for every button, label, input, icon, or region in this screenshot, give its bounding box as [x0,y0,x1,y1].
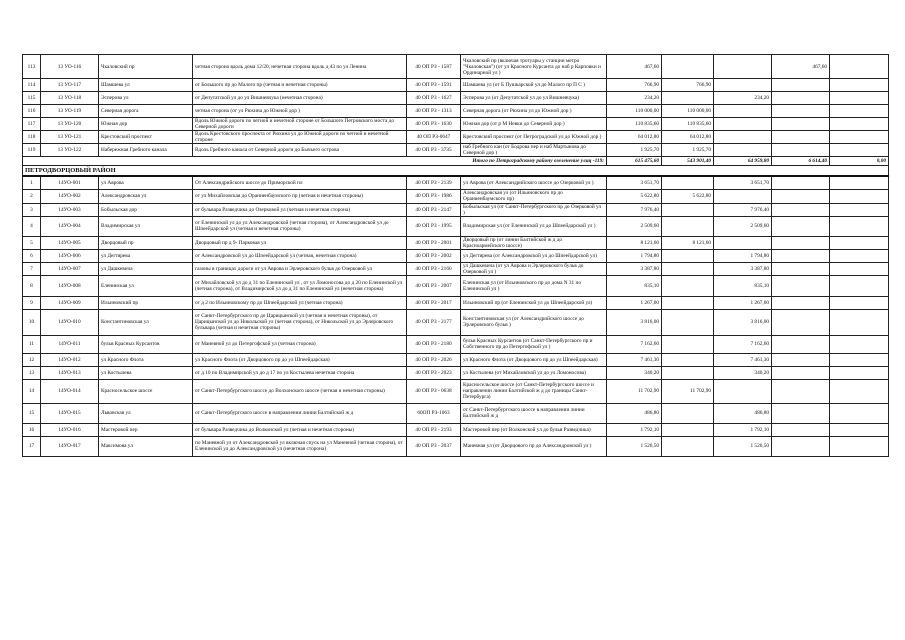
row-code: 14УО-010 [41,309,99,335]
row-description: Вдоль Южной дороги по четной и нечетной стороне от Большого Петровского моста до Северной дороги [193,118,407,131]
row-number: 4 [23,216,41,236]
row-area-2: 1 267,00 [714,296,772,309]
row-route: ул Дегтярева (от Александровской ул до Шпеейдарской ул) [461,249,607,262]
row-name: ул Костылева [99,366,193,379]
row-route: Константиновская ул (от Александрийского шоссе до Эрлеровского бульв ) [461,309,607,335]
row-area-4 [830,131,889,144]
row-area-4 [830,309,889,335]
row-code: 13 УО-119 [41,105,99,118]
row-route: Мастеровой пер (от Волконской ул до бульв Разведчика) [461,423,607,436]
row-description: от Маневной ул до Петергофской ул (четная сторона) [193,335,407,353]
row-name: ул Аврова [99,176,193,189]
row-road-id: 40 ОП РЗ - 1630 [407,118,461,131]
row-description: от Депутатской ул до ул Вишневчука (нечетная сторона) [193,92,407,105]
row-route: Эсперова ул (от Депутатской ул до ул Вишневчука) [461,92,607,105]
row-road-id: 40 ОП РЗ - 2007 [407,275,461,296]
row-number: 116 [23,105,41,118]
row-total-area: 11 702,90 [607,379,662,403]
row-area-3 [772,436,830,456]
row-area-3 [772,275,830,296]
row-total-area: 486,80 [607,403,662,423]
row-number: 15 [23,403,41,423]
row-number: 1 [23,176,41,189]
row-area-1 [662,249,714,262]
row-total-area: 1 925,70 [607,144,662,157]
row-route: Ильиновский пр (от Еленинской ул до Шпеейдарской ул) [461,296,607,309]
row-road-id: 40 ОП РЗ - 3735 [407,144,461,157]
row-total-area: 3 651,70 [607,176,662,189]
row-name: Набережная Гребного канала [99,144,193,157]
row-total-area: 234,20 [607,92,662,105]
table-row [23,262,889,275]
row-description: газоны в границах дороги от ул Аврова и Эрлеровского бульв до Озерковой ул [193,262,407,275]
row-route: Крестовский проспект (от Петроградской ул до Южной дор ) [461,131,607,144]
row-code: 14УО-001 [41,176,99,189]
row-area-2 [714,236,772,249]
row-road-id: 40 ОП РЗ - 0638 [407,379,461,403]
row-road-id: 40 ОП РЗ - 2026 [407,353,461,366]
row-area-1: 110 835,60 [662,118,714,131]
row-area-4 [830,436,889,456]
row-code: 14УО-002 [41,189,99,203]
row-area-4 [830,79,889,92]
row-area-1 [662,296,714,309]
row-name: Еленинская ул [99,275,193,296]
row-area-3 [772,79,830,92]
row-name: Эсперова ул [99,92,193,105]
row-road-id: 40 ОП РЗ - 2023 [407,366,461,379]
row-number: 2 [23,189,41,203]
row-route: бульв Красных Курсантов (от Санкт-Петербургского пр и Собственного пр до Петергофской ул ) [461,335,607,353]
row-route: Бобыльская ул (от Санкт-Петербургского пр до Озерковой ул ) [461,203,607,216]
row-name: Максимова ул [99,436,193,456]
row-area-2: 7 976,40 [714,203,772,216]
row-area-2: 3 387,80 [714,262,772,275]
row-road-id: 40 ОП РЗ - 1591 [407,79,461,92]
table-row [23,309,889,335]
row-area-1: 1 925,70 [662,144,714,157]
row-area-2 [714,105,772,118]
row-number: 16 [23,423,41,436]
totals-v3: 64 959,80 [714,157,772,166]
row-area-4 [830,249,889,262]
row-code: 13 УО-118 [41,92,99,105]
row-area-3 [772,309,830,335]
row-number: 17 [23,436,41,456]
section-row [23,166,889,177]
table-row [23,353,889,366]
row-area-4 [830,423,889,436]
table-row [23,379,889,403]
row-total-area: 340,20 [607,366,662,379]
row-name: Красносельское шоссе [99,379,193,403]
row-route: Александровская ул (от Ильиновского пр до Ораниенбаумского пр) [461,189,607,203]
row-road-id: 40 ОП РЗ - 2017 [407,296,461,309]
row-area-1: 64 012,80 [662,131,714,144]
row-description: от Большого пр до Малого пр (четная и нечетная стороны) [193,79,407,92]
row-name: Бобыльская дор [99,203,193,216]
row-number: 8 [23,275,41,296]
row-area-4 [830,379,889,403]
row-area-2: 2 509,60 [714,216,772,236]
row-area-2: 835,10 [714,275,772,296]
row-total-area: 766,90 [607,79,662,92]
row-area-4 [830,403,889,423]
table-row [23,144,889,157]
row-area-4 [830,118,889,131]
row-total-area: 3 387,80 [607,262,662,275]
row-description: ул Красного Флота (от Дворцового пр до ул Шпеейдарская) [193,353,407,366]
table-row [23,436,889,456]
row-description: От Александрийского шоссе до Приморской пл [193,176,407,189]
row-total-area: 7 461,30 [607,353,662,366]
row-area-4 [830,55,889,79]
register-table [22,54,889,457]
row-area-2: 3 651,70 [714,176,772,189]
row-area-1 [662,366,714,379]
row-area-4 [830,144,889,157]
row-area-3 [772,296,830,309]
row-code: 14УО-014 [41,379,99,403]
row-total-area: 467,60 [607,55,662,79]
row-description: Вдоль Гребного канала от Северной дороги до Бычьего острова [193,144,407,157]
table-row [23,92,889,105]
table-row [23,55,889,79]
row-area-4 [830,216,889,236]
row-code: 14УО-012 [41,353,99,366]
row-code: 13 УО-121 [41,131,99,144]
table-row [23,236,889,249]
row-area-3 [772,118,830,131]
row-route: Южная дор (от р М Невки до Северной дор ) [461,118,607,131]
row-area-4 [830,262,889,275]
row-name: Владимирская ул [99,216,193,236]
row-route: ул Костылева (от Михайловской ул до ул Ломоносова) [461,366,607,379]
row-code: 13 УО-122 [41,144,99,157]
row-road-id: 40 ОП РЗ - 2177 [407,309,461,335]
row-code: 13 УО-117 [41,79,99,92]
row-number: 12 [23,353,41,366]
row-code: 14УО-009 [41,296,99,309]
row-area-1 [662,309,714,335]
row-area-4 [830,92,889,105]
row-total-area: 1 267,00 [607,296,662,309]
row-area-4 [830,296,889,309]
row-route: Шамшева ул (от Б Пушкарской ул до Малого пр П С ) [461,79,607,92]
row-name: бульв Красных Курсантов [99,335,193,353]
row-area-2 [714,379,772,403]
row-area-3 [772,176,830,189]
row-area-4 [830,176,889,189]
row-code: 14УО-017 [41,436,99,456]
row-area-4 [830,366,889,379]
row-code: 14УО-016 [41,423,99,436]
row-road-id: 60ОП РЗ-1063 [407,403,461,423]
table-row [23,249,889,262]
row-code: 14УО-005 [41,236,99,249]
row-area-2 [714,55,772,79]
table-row [23,275,889,296]
row-area-2: 7 461,30 [714,353,772,366]
table-row [23,335,889,353]
row-route: ул Аврова (от Александрийского шоссе до Озерковой ул ) [461,176,607,189]
row-total-area: 110 000,00 [607,105,662,118]
row-area-4 [830,335,889,353]
row-number: 11 [23,335,41,353]
totals-v5: 0,00 [830,157,889,166]
row-area-3 [772,105,830,118]
row-route: наб Гребного кан (от Бодрова пер и наб Мартынова до Северной дор ) [461,144,607,157]
row-area-4 [830,353,889,366]
row-code: 14УО-004 [41,216,99,236]
row-code: 14УО-015 [41,403,99,423]
row-total-area: 110 835,60 [607,118,662,131]
row-total-area: 5 622,80 [607,189,662,203]
totals-label: Итого по Петроградскому району озеленение улиц -119: [23,157,607,166]
row-description: от Санкт-Петербургского пр до Царицынской ул (четная и нечетная стороны), от Царицынской ул до Никольской ул (четная сторона), от Никольской ул до Эрлеровского бульвара (четная и нечетная стороны) [193,309,407,335]
register-sheet [22,54,888,457]
row-total-area: 7 976,40 [607,203,662,216]
row-name: Львовская ул [99,403,193,423]
row-area-2: 486,80 [714,403,772,423]
table-row [23,403,889,423]
row-area-2: 3 816,00 [714,309,772,335]
row-description: от Михайловской ул до д 31 по Еленинской ул , от ул Ломоносова до д 20 по Еленинской ул (четная сторона), от Владимирской ул до д 31 по Еленинской ул (нечетная сторона) [193,275,407,296]
row-road-id: 40 ОП РЗ - 1313 [407,105,461,118]
totals-row [23,157,889,166]
row-route: Маневная ул (от Дворцового пр до Александровской ул ) [461,436,607,456]
row-area-2 [714,79,772,92]
row-area-3 [772,92,830,105]
row-total-area: 8 121,60 [607,236,662,249]
row-area-1: 5 622,80 [662,189,714,203]
row-name: Дворцовый пр [99,236,193,249]
row-description: от Санкт-Петербургского шоссе в направлении линии Балтийской ж д [193,403,407,423]
row-area-2 [714,189,772,203]
row-area-3 [772,335,830,353]
row-number: 117 [23,118,41,131]
row-area-2: 340,20 [714,366,772,379]
row-road-id: 40 ОП РЗ - 2180 [407,335,461,353]
row-road-id: 40 ОП РЗ - 2147 [407,203,461,216]
row-total-area: 1 526,50 [607,436,662,456]
row-area-4 [830,275,889,296]
row-code: 14УО-007 [41,262,99,275]
row-area-1: 110 000,00 [662,105,714,118]
row-number: 114 [23,79,41,92]
row-area-2: 234,20 [714,92,772,105]
row-area-1 [662,55,714,79]
row-description: от Санкт-Петербургского шоссе до Волхонского шоссе (четная и нечетная стороны) [193,379,407,403]
row-road-id: 40 ОП РЗ - 2139 [407,176,461,189]
row-code: 14УО-003 [41,203,99,216]
row-area-3 [772,353,830,366]
row-area-2 [714,131,772,144]
row-area-1 [662,436,714,456]
row-number: 118 [23,131,41,144]
row-area-2 [714,118,772,131]
row-description: от д 10 по Владимирской ул до д 17 по ул Костылева нечетная сторона [193,366,407,379]
row-area-1: 11 702,90 [662,379,714,403]
row-description: от ул Михайловская до Ораниенбаумского пр (четная и нечетная стороны) [193,189,407,203]
row-number: 13 [23,366,41,379]
row-road-id: 40 ОП РЗ - 1627 [407,92,461,105]
row-area-1 [662,176,714,189]
row-number: 3 [23,203,41,216]
row-road-id: 40 ОП РЗ - 2037 [407,436,461,456]
row-number: 9 [23,296,41,309]
row-code: 14УО-013 [41,366,99,379]
row-total-area: 7 162,60 [607,335,662,353]
row-area-2 [714,144,772,157]
row-name: Ильиновский пр [99,296,193,309]
row-description: от бульвара Разведчика до Озерковой ул (четная и нечетная сторона) [193,203,407,216]
row-area-3 [772,366,830,379]
row-route: от Санкт-Петербургского шоссе в направлении линии Балтийской ж д [461,403,607,423]
totals-v1: 615 475,60 [607,157,662,166]
row-area-1 [662,216,714,236]
row-name: Александровская ул [99,189,193,203]
row-name: ул Дашкевича [99,262,193,275]
row-route: ул Дашкевича (от ул Аврова и Эрлеровского бульв до Озерковой ул ) [461,262,607,275]
row-total-area: 1 792,10 [607,423,662,436]
row-area-1: 8 121,60 [662,236,714,249]
row-code: 14УО-008 [41,275,99,296]
table-row [23,189,889,203]
row-route: Еленинская ул (от Ильиновского пр до дома N 31 по Еленинской ул ) [461,275,607,296]
row-area-3 [772,262,830,275]
row-area-3: 467,60 [772,55,830,79]
row-description: Дворцовый пр д 9- Парковая ул [193,236,407,249]
row-road-id: 40 ОП РЗ-0647 [407,131,461,144]
row-description: от Еленинской ул до ул Александровской (четная сторона), от Александровской ул до Шпеейдарской ул (четная и нечетная стороны) [193,216,407,236]
table-row [23,203,889,216]
row-route: Владимирская ул (от Еленинской ул до Шпеейдарской ул ) [461,216,607,236]
row-description: по Маневной ул от Александровской ул включая спуск на ул Маневной (четная сторона), от Еленинской ул до Александровской ул (нечетная сторона) [193,436,407,456]
row-number: 7 [23,262,41,275]
row-area-1 [662,353,714,366]
row-area-3 [772,189,830,203]
table-row [23,296,889,309]
row-area-2: 7 162,60 [714,335,772,353]
totals-v4: 6 614,40 [772,157,830,166]
row-area-3 [772,423,830,436]
row-total-area: 1 794,80 [607,249,662,262]
table-row [23,423,889,436]
row-number: 10 [23,309,41,335]
row-total-area: 64 012,80 [607,131,662,144]
row-number: 113 [23,55,41,79]
row-number: 6 [23,249,41,262]
row-area-2: 1 526,50 [714,436,772,456]
row-description: от д 2 по Ильиновскому пр до Шпеейдарской ул (четная сторона) [193,296,407,309]
row-area-4 [830,203,889,216]
row-road-id: 40 ОП РЗ - 2193 [407,423,461,436]
row-area-4 [830,236,889,249]
row-area-3 [772,131,830,144]
section-title: ПЕТРОДВОРЦОВЫЙ РАЙОН [23,166,889,177]
row-code: 14УО-011 [41,335,99,353]
row-code: 13 УО-120 [41,118,99,131]
row-description: четная сторона (от ул Рюхина до Южной дор ) [193,105,407,118]
row-area-3 [772,249,830,262]
row-route: ул Красного Флота (от Дворцового пр до ул Шпеейдарская) [461,353,607,366]
row-area-1 [662,335,714,353]
row-route: Северная дорога (от Рюхина ул до Южной дор ) [461,105,607,118]
row-road-id: 40 ОП РЗ - 1587 [407,55,461,79]
table-row [23,79,889,92]
row-name: ул Красного Флота [99,353,193,366]
row-code: 13 УО-116 [41,55,99,79]
row-area-3 [772,203,830,216]
totals-v2: 543 901,40 [662,157,714,166]
row-area-1 [662,262,714,275]
row-route: Дворцовый пр (от линии Балтийской ж д до Красноармейского шоссе) [461,236,607,249]
row-name: Константиновская ул [99,309,193,335]
row-area-4 [830,189,889,203]
row-description: четная сторона вдоль дома 12/20, нечетная сторона вдоль д 43 по ул Ленина [193,55,407,79]
row-description: Вдоль Крестовского проспекта от Рюхина ул до Южной дороги по четной и нечетной стороне [193,131,407,144]
table-row [23,105,889,118]
row-area-1 [662,423,714,436]
row-description: от Александровской ул до Шпеейдарской ул (четная, нечетная сторона) [193,249,407,262]
row-area-4 [830,105,889,118]
row-area-3 [772,236,830,249]
table-row [23,366,889,379]
row-area-1 [662,275,714,296]
row-road-id: 40 ОП РЗ - 2002 [407,249,461,262]
row-number: 119 [23,144,41,157]
row-area-1 [662,203,714,216]
row-road-id: 40 ОП РЗ - 2160 [407,262,461,275]
table-row [23,176,889,189]
row-route: Чкаловский пр (включая тротуары у станции метро "Чкаловская") (от ул Красного Курсанта до наб р Карповки и Ординарной ул ) [461,55,607,79]
row-area-3 [772,403,830,423]
row-road-id: 40 ОП РЗ - 2001 [407,236,461,249]
row-total-area: 2 509,60 [607,216,662,236]
row-area-1 [662,92,714,105]
row-area-3 [772,144,830,157]
row-number: 14 [23,379,41,403]
row-number: 115 [23,92,41,105]
row-total-area: 835,10 [607,275,662,296]
row-area-3 [772,216,830,236]
row-road-id: 40 ОП РЗ - 1986 [407,189,461,203]
row-name: Мастеровой пер [99,423,193,436]
row-area-1: 766,90 [662,79,714,92]
row-route: Красносельское шоссе (от Санкт-Петербургского шоссе и направлении линии Балтийской ж д до границы Санкт-Петербурга) [461,379,607,403]
row-area-1 [662,403,714,423]
table-row [23,118,889,131]
row-area-3 [772,379,830,403]
row-road-id: 40 ОП РЗ - 1995 [407,216,461,236]
row-name: Чкаловский пр [99,55,193,79]
table-row [23,131,889,144]
row-total-area: 3 816,00 [607,309,662,335]
row-code: 14УО-006 [41,249,99,262]
row-area-2: 1 794,80 [714,249,772,262]
row-name: Южная дор [99,118,193,131]
row-name: Крестовский проспект [99,131,193,144]
row-name: ул Дегтярева [99,249,193,262]
row-description: от бульвара Разведчика до Волконской ул (четная и нечетная стороны) [193,423,407,436]
row-area-2: 1 792,10 [714,423,772,436]
row-name: Северная дорога [99,105,193,118]
row-name: Шамшева ул [99,79,193,92]
table-row [23,216,889,236]
row-number: 5 [23,236,41,249]
